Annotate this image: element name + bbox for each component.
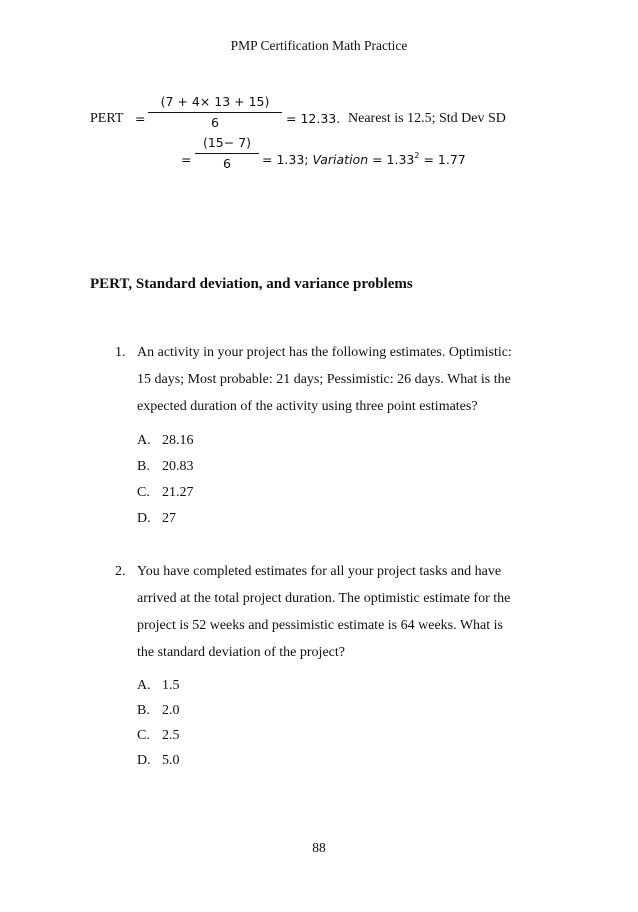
sd-value: = 1.33;: [262, 152, 309, 167]
page-header: PMP Certification Math Practice: [230, 38, 408, 53]
option-text: 2.0: [162, 703, 180, 718]
option-letter: B.: [137, 459, 150, 474]
equals-sign: =: [181, 152, 192, 167]
option-letter: A.: [137, 678, 151, 693]
sd-denominator: 6: [223, 156, 231, 171]
option-text: 28.16: [162, 433, 194, 448]
question-line: You have completed estimates for all your project tasks and have: [137, 564, 502, 579]
pert-label: PERT: [90, 111, 124, 126]
option-text: 21.27: [162, 485, 194, 500]
page-number: 88: [312, 840, 326, 855]
variation-exponent: 2: [414, 151, 420, 160]
pert-note: Nearest is 12.5; Std Dev SD: [348, 111, 506, 126]
sd-result: [262, 152, 466, 167]
variation-label: Variation: [312, 152, 369, 167]
question-number: 2.: [115, 564, 126, 579]
sd-numerator: (15− 7): [202, 135, 252, 150]
option-letter: C.: [137, 728, 150, 743]
question-number: 1.: [115, 345, 126, 360]
pert-result: = 12.33.: [286, 111, 341, 126]
option-letter: D.: [137, 511, 151, 526]
equals-sign: =: [135, 111, 146, 126]
question-line: 15 days; Most probable: 21 days; Pessimistic: 26 days. What is the: [137, 372, 511, 387]
option-text: 5.0: [162, 753, 180, 768]
pert-numerator: (7 + 4× 13 + 15): [160, 94, 270, 109]
question-line: arrived at the total project duration. The optimistic estimate for the: [137, 591, 511, 606]
question-line: expected duration of the activity using three point estimates?: [137, 399, 478, 414]
option-text: 2.5: [162, 728, 180, 743]
variation-result: = 1.77: [423, 152, 466, 167]
variation-base: = 1.33: [372, 152, 415, 167]
option-text: 20.83: [162, 459, 194, 474]
pert-fraction: [148, 94, 282, 130]
option-letter: C.: [137, 485, 150, 500]
pert-denominator: 6: [211, 115, 219, 130]
section-heading: PERT, Standard deviation, and variance problems: [90, 276, 413, 292]
question-line: the standard deviation of the project?: [137, 645, 345, 660]
question-line: project is 52 weeks and pessimistic estimate is 64 weeks. What is: [137, 618, 504, 633]
option-text: 1.5: [162, 678, 180, 693]
fraction-bar: [148, 112, 282, 113]
fraction-bar: [195, 153, 259, 154]
option-letter: A.: [137, 433, 151, 448]
sd-fraction: [195, 135, 259, 171]
option-letter: D.: [137, 753, 151, 768]
question-line: An activity in your project has the following estimates. Optimistic:: [137, 345, 512, 360]
option-text: 27: [162, 511, 176, 526]
option-letter: B.: [137, 703, 150, 718]
